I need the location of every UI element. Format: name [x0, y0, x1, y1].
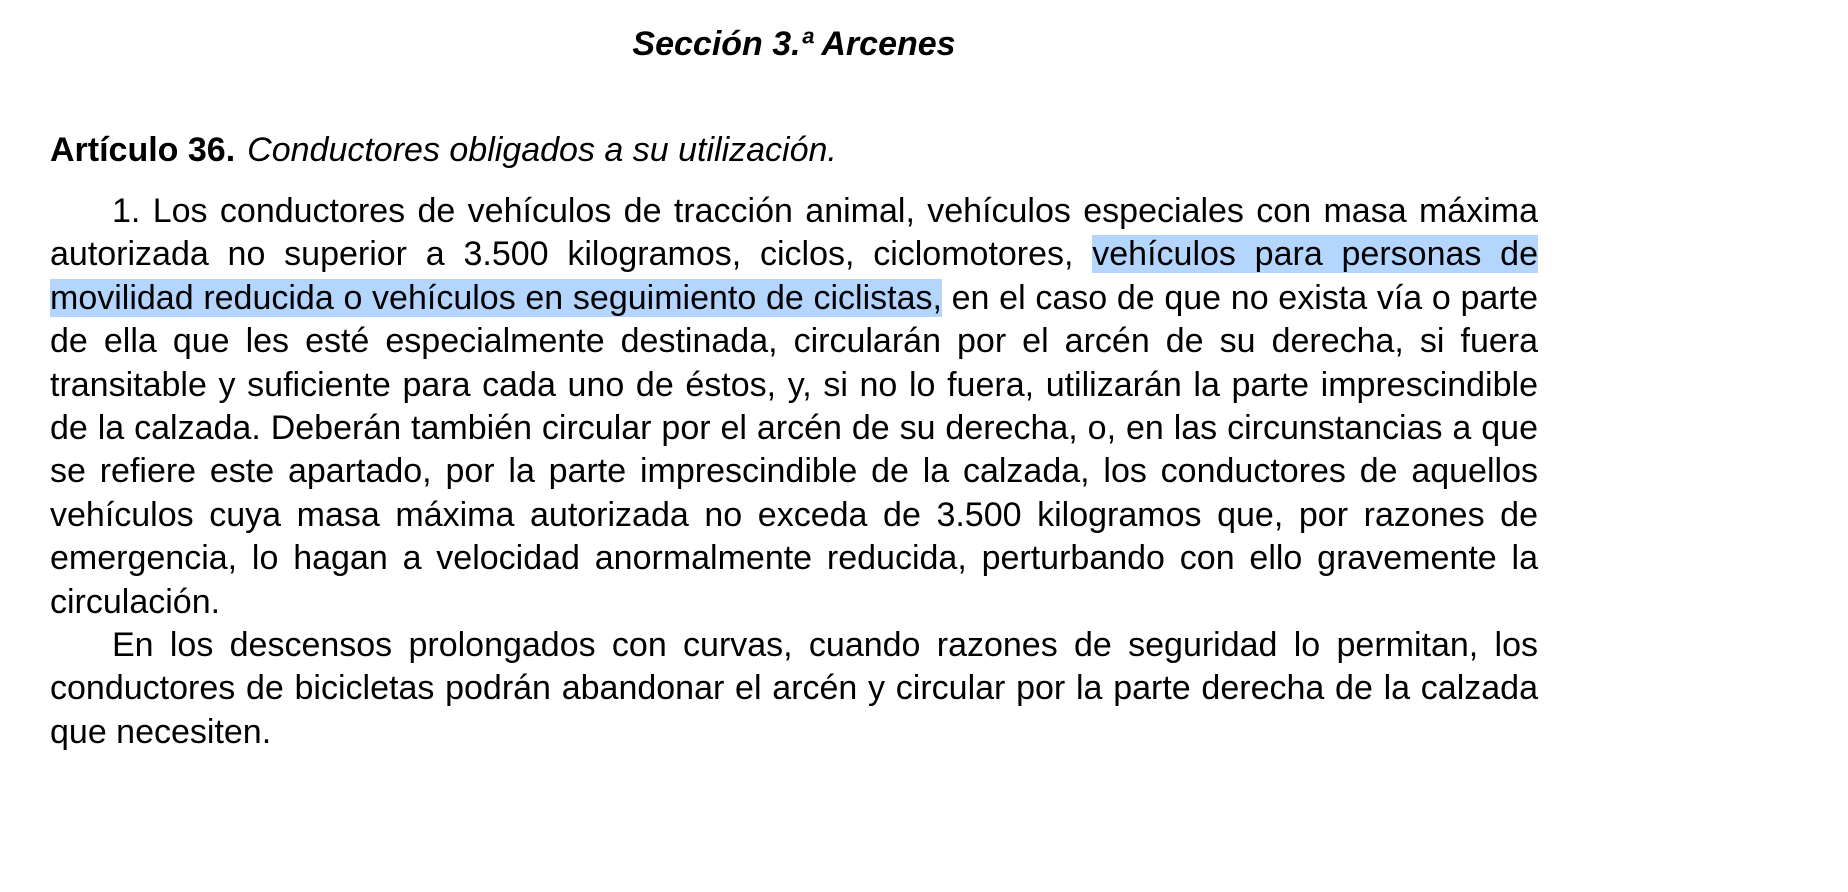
section-title: Sección 3.ª Arcenes [632, 25, 956, 63]
article-heading [50, 128, 1538, 172]
paragraph-1[interactable] [50, 190, 1538, 624]
article-number: Artículo 36. [50, 131, 236, 169]
article-subtitle: Conductores obligados a su utilización. [247, 131, 837, 169]
paragraph-2[interactable]: En los descensos prolongados con curvas, cuando razones de seguridad lo permitan, los conductores de bicicletas podrán abandonar el arcén y circular por la parte derecha de la calzada que necesiten. [50, 626, 1538, 751]
article-body [50, 190, 1538, 754]
selected-text-highlight[interactable]: vehículos para personas de movilidad reducida o vehículos en seguimiento de ciclistas, [50, 235, 1538, 317]
paragraph-1-text-before-selection: 1. Los conductores de vehículos de tracción animal, vehículos especiales con masa máxima autorizada no superior a 3.500 kilogramos, ciclos, ciclomotores, [50, 192, 1538, 274]
paragraph-1-text-after-selection: en el caso de que no exista vía o parte de ella que les esté especialmente destinada, circularán por el arcén de su derecha, si fuera transitable y suficiente para cada uno de éstos, y, si no lo fuera, utilizarán la parte imprescindible de la calzada. Deberán también circular por el arcén de su derecha, o, en las circunstancias a que se refiere este apartado, por la parte imprescindible de la calzada, los conductores de aquellos vehículos cuya masa máxima autorizada no exceda de 3.500 kilogramos que, por razones de emergencia, lo hagan a velocidad anormalmente reducida, perturbando con ello gravemente la circulación. [50, 278, 1538, 621]
